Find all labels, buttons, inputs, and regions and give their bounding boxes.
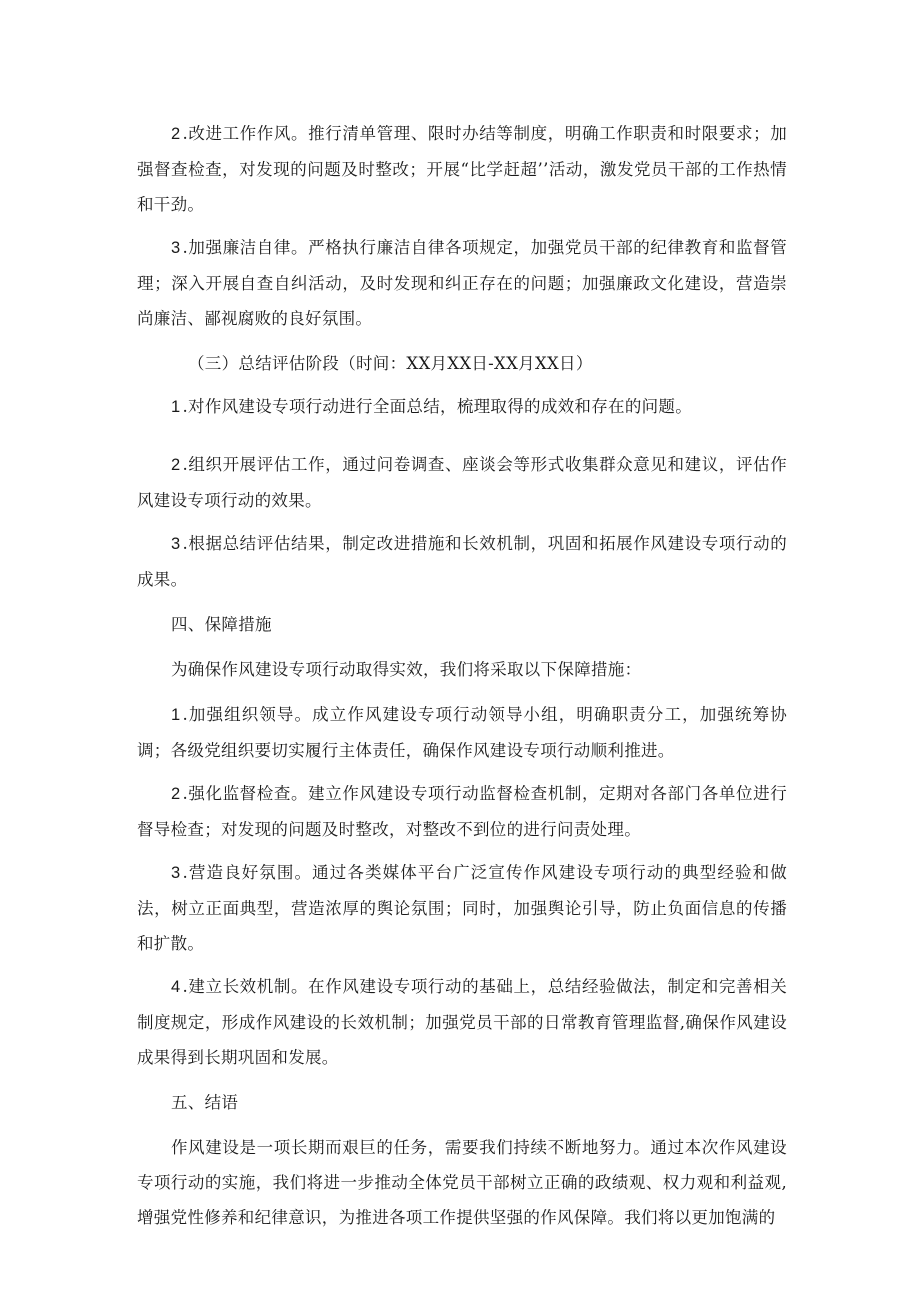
- section-heading-safeguards: 四、保障措施: [171, 615, 272, 634]
- paragraph-text: .建立长效机制。在作风建设专项行动的基础上，总结经验做法，制定和完善相关制度规定，形成作风建设的长效机制；加强党员干部的日常教育管理监督,确保作风建设成果得到长期巩固和发展。: [137, 977, 787, 1067]
- item-number: 2: [171, 456, 181, 474]
- paragraph-text: .加强廉洁自律。严格执行廉洁自律各项规定，加强党员干部的纪律教育和监督管理；深入开展自查自纠活动，及时发现和纠正存在的问题；加强廉政文化建设，营造崇尚廉洁、鄙视腐败的良好氛围。: [137, 238, 787, 328]
- item-number: 3: [171, 239, 181, 257]
- paragraph-text: .改进工作作风。推行清单管理、限时办结等制度，明确工作职责和时限要求；加强督查检查，对发现的问题及时整改；开展“比学赶超’’活动，激发党员干部的工作热情和干劲。: [137, 124, 787, 214]
- paragraph-supervision: [137, 776, 787, 847]
- paragraph-text: .组织开展评估工作，通过问卷调查、座谈会等形式收集群众意见和建议，评估作风建设专项行动的效果。: [137, 455, 787, 510]
- item-number: 1: [171, 398, 181, 416]
- paragraph-text: .加强组织领导。成立作风建设专项行动领导小组，明确职责分工，加强统筹协调；各级党组织要切实履行主体责任，确保作风建设专项行动顺利推进。: [137, 705, 787, 760]
- paragraph-text: .营造良好氛围。通过各类媒体平台广泛宣传作风建设专项行动的典型经验和做法，树立正面典型，营造浓厚的舆论氛围；同时，加强舆论引导，防止负面信息的传播和扩散。: [137, 863, 787, 953]
- item-number: 3: [171, 864, 181, 882]
- paragraph-atmosphere: [137, 855, 787, 961]
- item-number: 1: [171, 706, 181, 724]
- section-heading-conclusion: 五、结语: [171, 1093, 239, 1112]
- paragraph-leadership: [137, 697, 787, 768]
- paragraph-integrity: [137, 230, 787, 336]
- paragraph-text: .强化监督检查。建立作风建设专项行动监督检查机制，定期对各部门各单位进行督导检查；对发现的问题及时整改，对整改不到位的进行问责处理。: [137, 784, 787, 839]
- document-body: [137, 116, 787, 1235]
- paragraph-improvement-measures: [137, 526, 787, 597]
- paragraph-text: .对作风建设专项行动进行全面总结，梳理取得的成效和存在的问题。: [182, 397, 693, 416]
- paragraph-evaluation: [137, 447, 787, 518]
- item-number: 2: [171, 785, 181, 803]
- paragraph-long-term-mechanism: [137, 969, 787, 1075]
- paragraph-safeguards-intro: 为确保作风建设专项行动取得实效，我们将采取以下保障措施：: [171, 660, 642, 679]
- item-number: 2: [171, 125, 181, 143]
- paragraph-conclusion: 作风建设是一项长期而艰巨的任务，需要我们持续不断地努力。通过本次作风建设专项行动的实施，我们将进一步推动全体党员干部树立正确的政绩观、权力观和利益观,增强党性修养和纪律意识，为推进各项工作提供坚强的作风保障。我们将以更加饱满的: [137, 1138, 787, 1227]
- item-number: 3: [171, 535, 181, 553]
- paragraph-text: .根据总结评估结果，制定改进措施和长效机制，巩固和拓展作风建设专项行动的成果。: [137, 534, 787, 589]
- item-number: 4: [171, 978, 181, 996]
- section-heading-summary-stage: （三）总结评估阶段（时间：XX月XX日-XX月XX日）: [188, 354, 593, 373]
- paragraph-summary: [137, 389, 787, 425]
- paragraph-improve-style: [137, 116, 787, 222]
